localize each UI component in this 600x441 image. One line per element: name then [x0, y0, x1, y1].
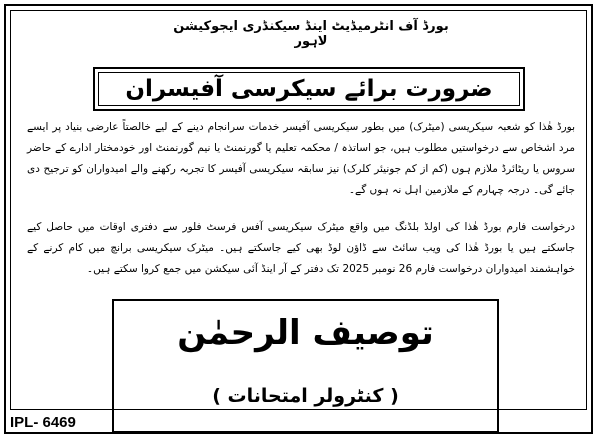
paragraph-eligibility: بورڈ ھٰذا کو شعبہ سیکریسی (میٹرک) میں بطور سیکریسی آفیسر خدمات سرانجام دینے کے لیے خالصتاً عارضی بنیاد پر ایسے مرد اشخاص سے درخواستیں مطلوب ہیں، جو اساتذہ / محکمہ تعلیم یا گورنمنٹ یا نیم گورنمنٹ اور خودمختار ادارے کے حاضر سروس یا ریٹائرڈ ملازم ہوں (کم از کم جونیئر کلرک) نیز سابقہ سیکریسی آفیسر کا تجربہ رکھنے والے امیدواران کو ترجیح دی جائے گی۔ درجہ چہارم کے ملازمین اہل نہ ہوں گے۔ [27, 121, 575, 196]
signatory-name: توصیف الرحمٰن [177, 313, 434, 353]
paragraph-application: درخواست فارم بورڈ ھٰذا کی اولڈ بلڈنگ میں واقع میٹرک سیکریسی آفس فرسٹ فلور سے دفتری اوقات میں حاصل کیے جاسکتے ہیں یا بورڈ ھٰذا کی ویب سائٹ سے ڈاؤن لوڈ بھی کیے جاسکتے ہیں۔ میٹرک سیکریسی برانچ میں کام کرنے کے خواہشمند امیدواران درخواست فارم 26 نومبر 2025 تک دفتر کے آر اینڈ آئی سیکشن میں جمع کروا سکتے ہیں۔ [27, 221, 575, 275]
signatory-title: ( کنٹرولر امتحانات ) [212, 385, 399, 407]
headline: ضرورت برائے سیکرسی آفیسران [125, 76, 493, 102]
reference-code: IPL- 6469 [10, 414, 76, 431]
advertisement-border [4, 4, 593, 434]
signature-box [112, 299, 499, 433]
headline-box [93, 67, 525, 111]
board-name: بورڈ آف انٹرمیڈیٹ اینڈ سیکنڈری ایجوکیشن لاہور [173, 19, 449, 49]
